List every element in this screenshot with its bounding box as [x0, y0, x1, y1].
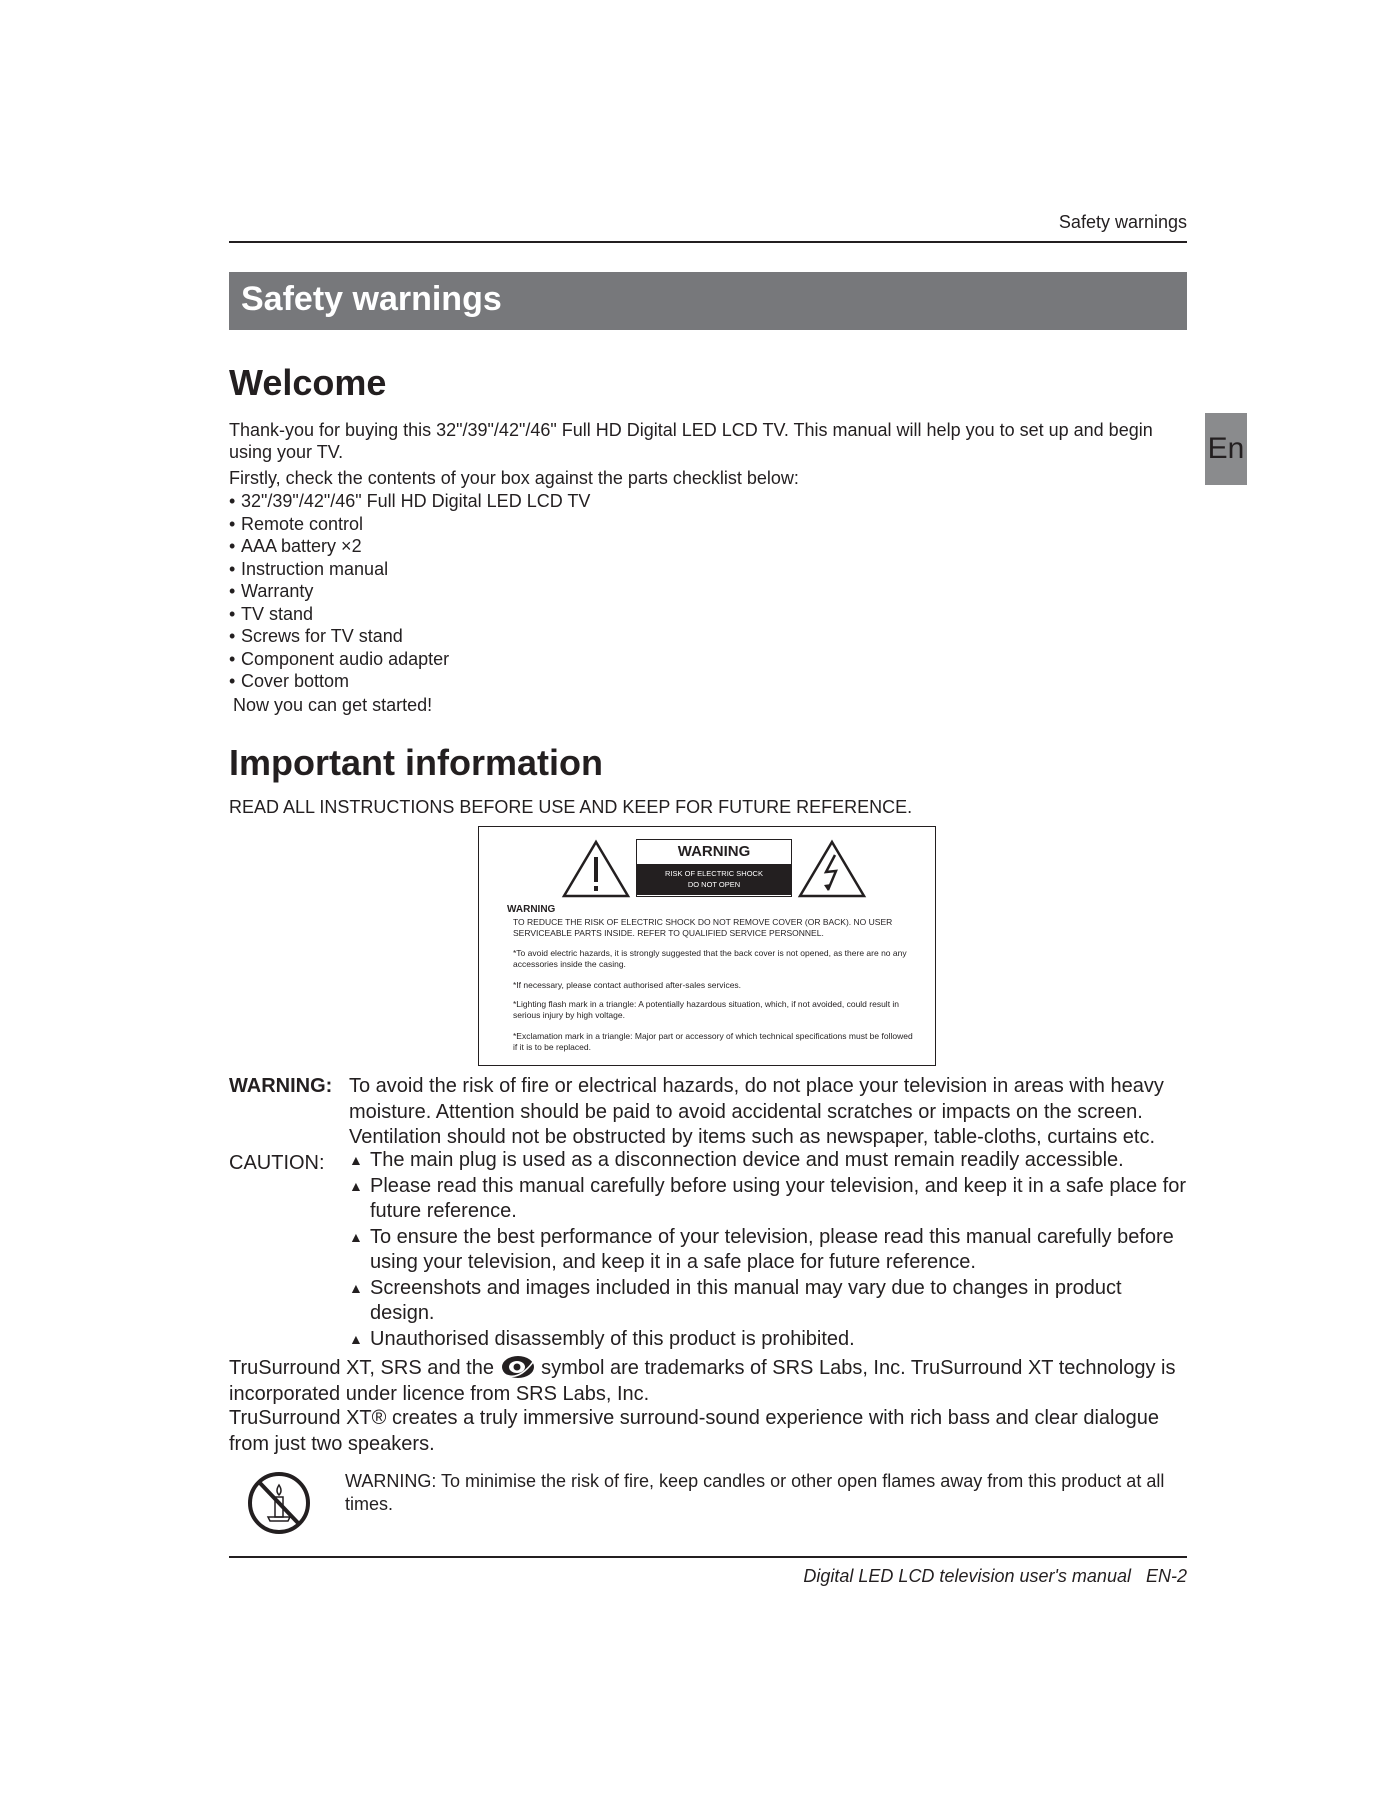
caution-item: ▲ Unauthorised disassembly of this product is prohibited. — [349, 1327, 1189, 1353]
list-item: • Component audio adapter — [229, 648, 590, 671]
caution-item: ▲ To ensure the best performance of your television, please read this manual carefully before using your television, and keep it in a safe place for future reference. — [349, 1225, 1189, 1276]
trademark-before-logo: TruSurround XT, SRS and the — [229, 1357, 494, 1379]
get-started-text: Now you can get started! — [233, 695, 433, 715]
trademark-text — [229, 1354, 1189, 1407]
warning-label-text: TO REDUCE THE RISK OF ELECTRIC SHOCK DO NOT REMOVE COVER (OR BACK). NO USER SERVICEABLE PARTS INSIDE. REFER TO QUALIFIED SERVICE PERSONNEL. — [513, 917, 893, 938]
checklist-intro: Firstly, check the contents of your box against the parts checklist below: — [229, 468, 799, 488]
no-open-flame-icon — [246, 1467, 312, 1537]
footer-rule — [229, 1556, 1187, 1558]
header-rule — [229, 241, 1187, 243]
warning-label-note: *If necessary, please contact authorised after-sales services. — [513, 980, 742, 990]
welcome-heading: Welcome — [229, 362, 387, 403]
warning-label-note: *To avoid electric hazards, it is strongly suggested that the back cover is not opened, as there are no any accessories inside the casing. — [513, 948, 907, 969]
important-heading: Important information — [229, 742, 603, 783]
lightning-triangle-icon — [797, 839, 867, 899]
warning-shock-title: WARNING — [677, 843, 751, 860]
list-item: • Cover bottom — [229, 670, 590, 693]
srs-logo-icon — [500, 1354, 536, 1380]
warning-label-note: *Exclamation mark in a triangle: Major part or accessory of which technical specifications must be followed if it is to be replaced. — [513, 1031, 913, 1052]
risk-line-2: DO NOT OPEN — [687, 880, 741, 889]
candle-warning-text: WARNING: To minimise the risk of fire, keep candles or other open flames away from this product at all times. — [345, 1471, 1165, 1514]
read-all-instructions: READ ALL INSTRUCTIONS BEFORE USE AND KEEP FOR FUTURE REFERENCE. — [229, 797, 913, 817]
caution-item: ▲ Please read this manual carefully before using your television, and keep it in a safe place for future reference. — [349, 1174, 1189, 1225]
warning-text: To avoid the risk of fire or electrical hazards, do not place your television in areas with heavy moisture. Attention should be paid to avoid accidental scratches or impacts on the screen. Ventilation should not be obstructed by items such as newspaper, table-cloths, curtains etc. — [349, 1075, 1164, 1148]
list-item: • 32"/39"/42"/46" Full HD Digital LED LCD TV — [229, 490, 590, 513]
list-item: • Warranty — [229, 580, 590, 603]
warning-shock-label — [636, 839, 792, 897]
section-title: Safety warnings — [241, 280, 502, 318]
list-item: • Remote control — [229, 513, 590, 536]
caution-label: CAUTION: — [229, 1152, 325, 1174]
warning-label-heading: WARNING — [507, 904, 556, 915]
section-title-bar — [229, 272, 1187, 330]
caution-item: ▲ Screenshots and images included in this manual may vary due to changes in product design. — [349, 1276, 1189, 1327]
welcome-intro: Thank-you for buying this 32"/39"/42"/46" Full HD Digital LED LCD TV. This manual will help you to set up and begin using your TV. — [229, 420, 1153, 462]
list-item: • TV stand — [229, 603, 590, 626]
risk-line-1: RISK OF ELECTRIC SHOCK — [665, 869, 763, 878]
manual-title: Digital LED LCD television user's manual — [803, 1566, 1131, 1586]
trademark-after-logo: symbol are trademarks of SRS Labs, Inc. TruSurround XT technology is incorporated under licence from SRS Labs, Inc. — [229, 1357, 1176, 1405]
risk-of-shock-text — [637, 864, 791, 895]
page-footer — [229, 1566, 1187, 1587]
exclamation-triangle-icon — [561, 839, 631, 899]
warning-label: WARNING: — [229, 1075, 333, 1097]
parts-checklist — [229, 490, 590, 693]
page-number: EN-2 — [1145, 1566, 1187, 1586]
caution-item: ▲ The main plug is used as a disconnection device and must remain readily accessible. — [349, 1148, 1189, 1174]
warning-label-box — [478, 826, 936, 1066]
list-item: • AAA battery ×2 — [229, 535, 590, 558]
trusurround-text: TruSurround XT® creates a truly immersive surround-sound experience with rich bass and clear dialogue from just two speakers. — [229, 1407, 1159, 1455]
caution-list — [349, 1148, 1189, 1352]
list-item: • Screws for TV stand — [229, 625, 590, 648]
language-tab: En — [1205, 413, 1247, 485]
warning-label-note: *Lighting flash mark in a triangle: A potentially hazardous situation, which, if not avoided, could result in serious injury by high voltage. — [513, 999, 900, 1020]
running-head: Safety warnings — [1058, 212, 1187, 232]
list-item: • Instruction manual — [229, 558, 590, 581]
